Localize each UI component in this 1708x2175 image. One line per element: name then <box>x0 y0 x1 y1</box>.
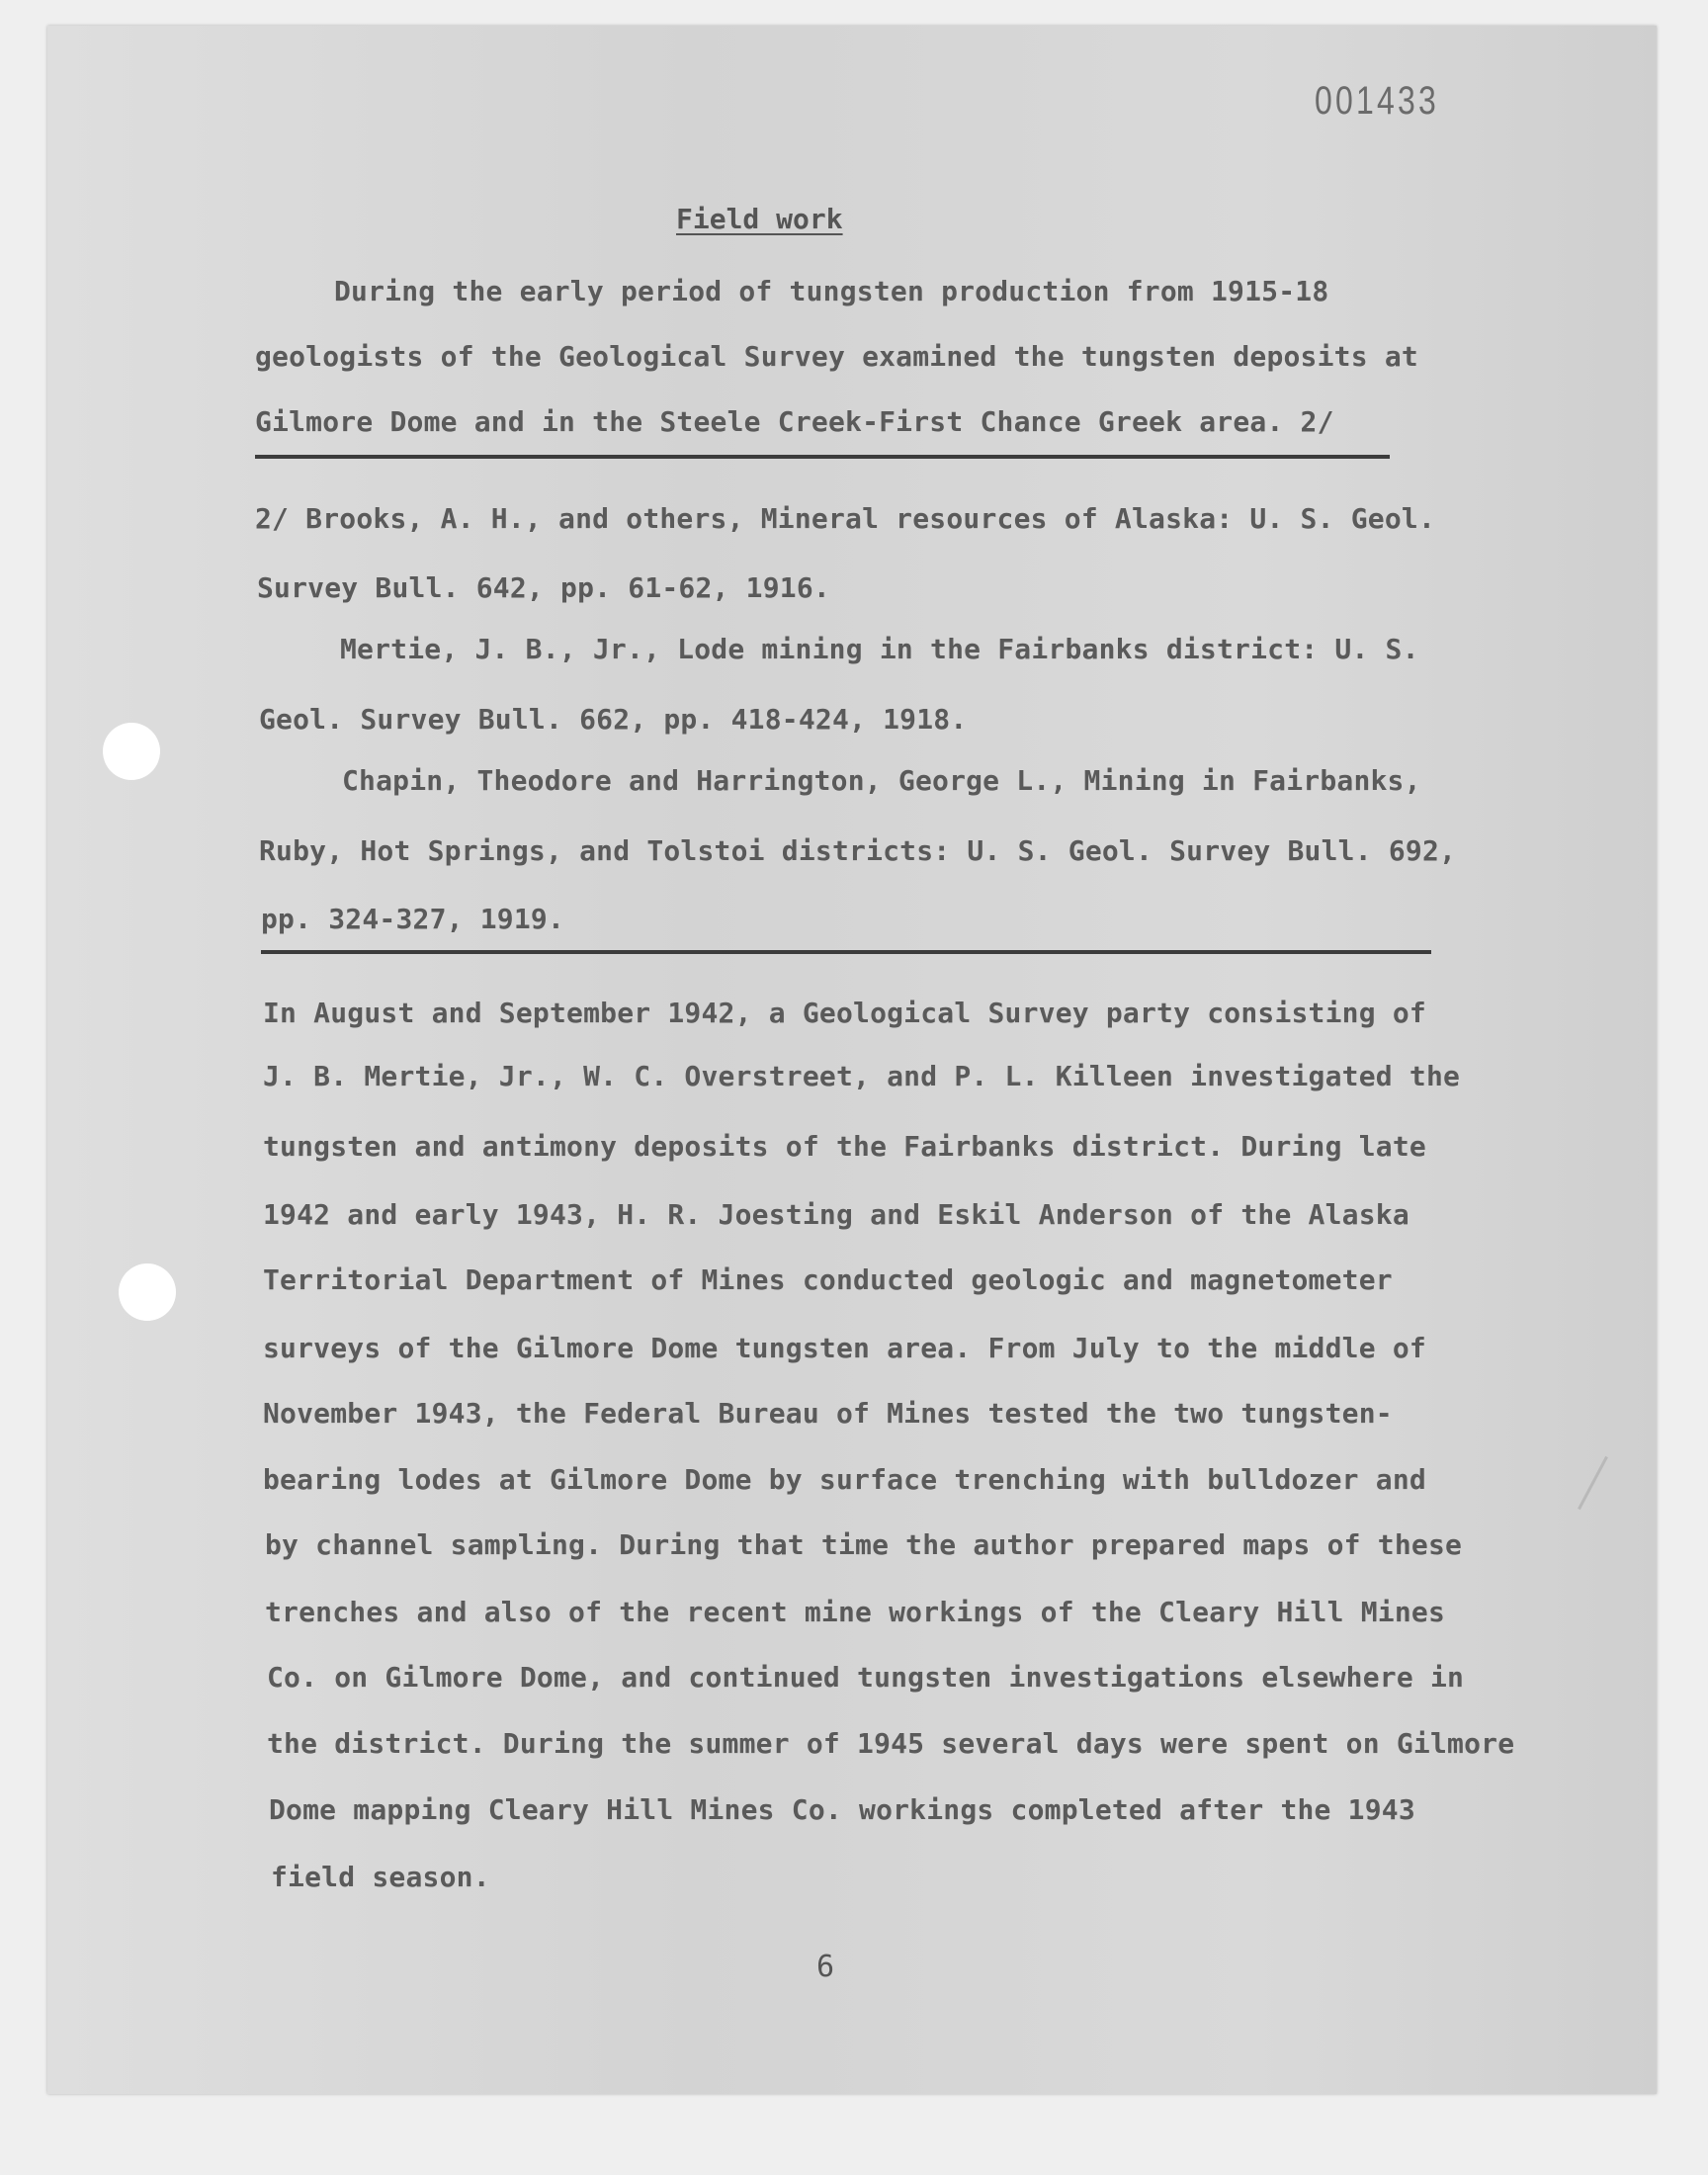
body-line: by channel sampling. During that time the author prepared maps of these <box>265 1528 1463 1561</box>
body-line: Co. on Gilmore Dome, and continued tungsten investigations elsewhere in <box>267 1661 1465 1694</box>
punch-hole-top <box>103 723 160 780</box>
body-line: In August and September 1942, a Geological Survey party consisting of <box>263 997 1426 1029</box>
body-line: Territorial Department of Mines conducted geologic and magnetometer <box>263 1263 1393 1296</box>
footnote-line: pp. 324-327, 1919. <box>261 903 565 935</box>
footnote-line: Survey Bull. 642, pp. 61-62, 1916. <box>257 571 830 604</box>
body-line: Dome mapping Cleary Hill Mines Co. workings completed after the 1943 <box>269 1793 1415 1826</box>
intro-line: During the early period of tungsten production from 1915-18 <box>334 275 1329 307</box>
intro-line: Gilmore Dome and in the Steele Creek-First Chance Greek area. 2/ <box>255 405 1334 438</box>
footnote-rule-top <box>255 455 1390 459</box>
footnote-line: Ruby, Hot Springs, and Tolstoi districts: U. S. Geol. Survey Bull. 692, <box>259 834 1457 867</box>
footnote-line: 2/ Brooks, A. H., and others, Mineral resources of Alaska: U. S. Geol. <box>255 502 1436 535</box>
footnote-line: Chapin, Theodore and Harrington, George L., Mining in Fairbanks, <box>342 764 1421 797</box>
document-number: 001433 <box>1315 79 1439 123</box>
body-line: November 1943, the Federal Bureau of Mines tested the two tungsten- <box>263 1397 1393 1430</box>
page-number: 6 <box>816 1950 835 1984</box>
body-line: field season. <box>271 1861 490 1893</box>
body-line: trenches and also of the recent mine workings of the Cleary Hill Mines <box>265 1596 1446 1628</box>
section-heading: Field work <box>676 203 843 235</box>
body-line: bearing lodes at Gilmore Dome by surface trenching with bulldozer and <box>263 1463 1426 1496</box>
body-line: surveys of the Gilmore Dome tungsten area. From July to the middle of <box>263 1332 1426 1364</box>
body-line: tungsten and antimony deposits of the Fairbanks district. During late <box>263 1130 1426 1163</box>
body-line: the district. During the summer of 1945 several days were spent on Gilmore <box>267 1727 1515 1760</box>
footnote-line: Mertie, J. B., Jr., Lode mining in the Fairbanks district: U. S. <box>340 633 1419 665</box>
footnote-line: Geol. Survey Bull. 662, pp. 418-424, 1918. <box>259 703 968 736</box>
footnote-rule-bottom <box>261 950 1431 954</box>
body-line: J. B. Mertie, Jr., W. C. Overstreet, and P. L. Killeen investigated the <box>263 1060 1461 1092</box>
body-line: 1942 and early 1943, H. R. Joesting and Eskil Anderson of the Alaska <box>263 1198 1409 1231</box>
punch-hole-bottom <box>119 1263 176 1321</box>
intro-line: geologists of the Geological Survey examined the tungsten deposits at <box>255 340 1418 373</box>
